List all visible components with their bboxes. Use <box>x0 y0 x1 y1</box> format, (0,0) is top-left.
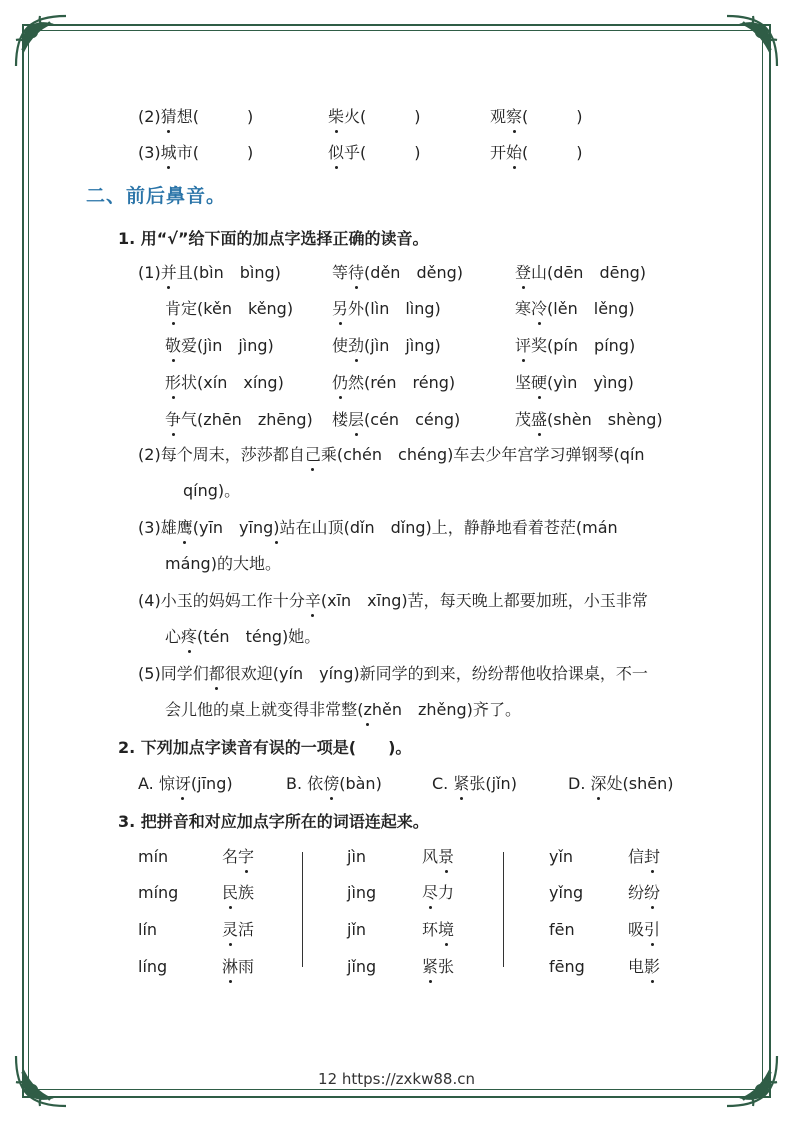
dotted-char: 评 <box>515 336 532 355</box>
pinyin-item: mín <box>138 847 169 866</box>
word-item: 纷纷 <box>628 883 661 902</box>
pinyin-item: jìng <box>347 883 377 902</box>
answer-option: B. 依傍(bàn) <box>286 774 382 793</box>
dotted-char: 封 <box>644 847 661 866</box>
pinyin-choice: 等待(děn děng) <box>332 263 463 282</box>
sentence-line: 会儿他的桌上就变得非常整(zhěn zhěng)齐了。 <box>165 700 521 719</box>
answer-option: A. 惊讶(jīng) <box>138 774 233 793</box>
question-2-title: 2. 下列加点字读音有误的一项是( )。 <box>118 738 412 757</box>
sentence-line: (4)小玉的妈妈工作十分辛(xīn xīng)苦，每天晚上都要加班，小玉非常 <box>138 591 648 610</box>
fill-item: 似乎( ) <box>328 143 421 162</box>
dotted-char: 硬 <box>531 373 548 392</box>
dotted-char: 并 <box>160 263 177 282</box>
pinyin-choice: 肯定(kěn kěng) <box>165 299 294 318</box>
dotted-char: 紧 <box>422 957 439 976</box>
dotted-char: 紧 <box>453 774 470 793</box>
fill-item: 开始( ) <box>490 143 583 162</box>
dotted-char: 待 <box>348 263 365 282</box>
dotted-char: 柴 <box>328 107 345 126</box>
sentence-line: máng)的大地。 <box>165 554 282 573</box>
pinyin-choice: 争气(zhēn zhēng) <box>165 410 313 429</box>
dotted-char: 尽 <box>422 883 439 902</box>
dotted-char: 肯 <box>165 299 182 318</box>
word-item: 淋雨 <box>222 957 255 976</box>
dotted-char: 层 <box>348 410 365 429</box>
word-item: 尽力 <box>422 883 455 902</box>
dotted-char: 敬 <box>165 336 182 355</box>
pinyin-choice: 寒冷(lěn lěng) <box>515 299 635 318</box>
dotted-char: 淋 <box>222 957 239 976</box>
dotted-char: 景 <box>438 847 455 866</box>
dotted-char: 似 <box>328 143 345 162</box>
dotted-char: 辛 <box>304 591 321 610</box>
fill-item: 柴火( ) <box>328 107 421 126</box>
dotted-char: 傍 <box>323 774 340 793</box>
pinyin-item: lín <box>138 920 158 939</box>
pinyin-choice: (1)并且(bìn bìng) <box>138 263 281 282</box>
section-title: 二、前后鼻音。 <box>86 185 227 207</box>
pinyin-item: jǐng <box>347 957 377 976</box>
dotted-char: 深 <box>590 774 607 793</box>
dotted-char: 疼 <box>181 627 198 646</box>
word-item: 名字 <box>222 847 255 866</box>
dotted-char: 都 <box>208 664 225 683</box>
dotted-char: 己 <box>304 445 321 464</box>
dotted-char: 登 <box>515 263 532 282</box>
pinyin-item: yǐn <box>549 847 574 866</box>
dotted-char: 察 <box>506 107 523 126</box>
pinyin-choice: 敬爱(jìn jìng) <box>165 336 274 355</box>
pinyin-item: fēn <box>549 920 575 939</box>
pinyin-item: fēng <box>549 957 585 976</box>
dotted-char: 劲 <box>348 336 365 355</box>
sentence-line: 心疼(tén téng)她。 <box>165 627 321 646</box>
corner-ornament-icon <box>721 10 783 72</box>
word-item: 信封 <box>628 847 661 866</box>
fill-item: (3)城市( ) <box>138 143 254 162</box>
dotted-char: 冷 <box>531 299 548 318</box>
dotted-char: 字 <box>238 847 255 866</box>
sentence-line: qíng)。 <box>183 481 241 500</box>
dotted-char: 城 <box>160 143 177 162</box>
pinyin-item: yǐng <box>549 883 584 902</box>
word-item: 民族 <box>222 883 255 902</box>
sentence-line: (3)雄鹰(yīn yīng)站在山顶(dǐn dǐng)上，静静地看着苍茫(mán <box>138 518 618 537</box>
dotted-char: 纷 <box>644 883 661 902</box>
word-item: 吸引 <box>628 920 661 939</box>
corner-ornament-icon <box>10 10 72 72</box>
pinyin-choice: 形状(xín xíng) <box>165 373 284 392</box>
pinyin-choice: 评奖(pín píng) <box>515 336 636 355</box>
word-item: 灵活 <box>222 920 255 939</box>
pinyin-choice: 坚硬(yìn yìng) <box>515 373 634 392</box>
pinyin-item: jìn <box>347 847 367 866</box>
dotted-char: 盛 <box>531 410 548 429</box>
dotted-char: 争 <box>165 410 182 429</box>
dotted-char: 影 <box>644 957 661 976</box>
fill-item: (2)猜想( ) <box>138 107 254 126</box>
dotted-char: 仍 <box>332 373 349 392</box>
column-divider <box>302 852 303 967</box>
dotted-char: 另 <box>332 299 349 318</box>
sentence-line: (2)每个周末，莎莎都自己乘(chén chéng)车去少年宫学习弹钢琴(qín <box>138 445 645 464</box>
question-3-title: 3. 把拼音和对应加点字所在的词语连起来。 <box>118 812 429 831</box>
pinyin-choice: 使劲(jìn jìng) <box>332 336 441 355</box>
word-item: 紧张 <box>422 957 455 976</box>
page-footer: 12 https://zxkw88.cn <box>318 1070 475 1088</box>
pinyin-item: líng <box>138 957 168 976</box>
dotted-char: 讶 <box>174 774 191 793</box>
pinyin-choice: 登山(dēn dēng) <box>515 263 646 282</box>
dotted-char: 境 <box>438 920 455 939</box>
pinyin-choice: 另外(lìn lìng) <box>332 299 441 318</box>
dotted-char: 猜 <box>160 107 177 126</box>
pinyin-choice: 楼层(cén céng) <box>332 410 461 429</box>
pinyin-item: jǐn <box>347 920 367 939</box>
dotted-char: 民 <box>222 883 239 902</box>
word-item: 环境 <box>422 920 455 939</box>
answer-option: C. 紧张(jǐn) <box>432 774 517 793</box>
dotted-char: z <box>363 700 372 719</box>
word-item: 电影 <box>628 957 661 976</box>
dotted-char: 引 <box>644 920 661 939</box>
dotted-char: ) <box>273 518 280 537</box>
pinyin-item: míng <box>138 883 179 902</box>
column-divider <box>503 852 504 967</box>
pinyin-choice: 仍然(rén réng) <box>332 373 456 392</box>
answer-option: D. 深处(shēn) <box>568 774 674 793</box>
dotted-char: 形 <box>165 373 182 392</box>
pinyin-choice: 茂盛(shèn shèng) <box>515 410 663 429</box>
fill-item: 观察( ) <box>490 107 583 126</box>
dotted-char: 始 <box>506 143 523 162</box>
sentence-line: (5)同学们都很欢迎(yín yíng)新同学的到来，纷纷帮他收拾课桌，不一 <box>138 664 648 683</box>
dotted-char: 灵 <box>222 920 239 939</box>
dotted-char: 鹰 <box>176 518 193 537</box>
word-item: 风景 <box>422 847 455 866</box>
question-1-title: 1. 用“√”给下面的加点字选择正确的读音。 <box>118 229 429 248</box>
